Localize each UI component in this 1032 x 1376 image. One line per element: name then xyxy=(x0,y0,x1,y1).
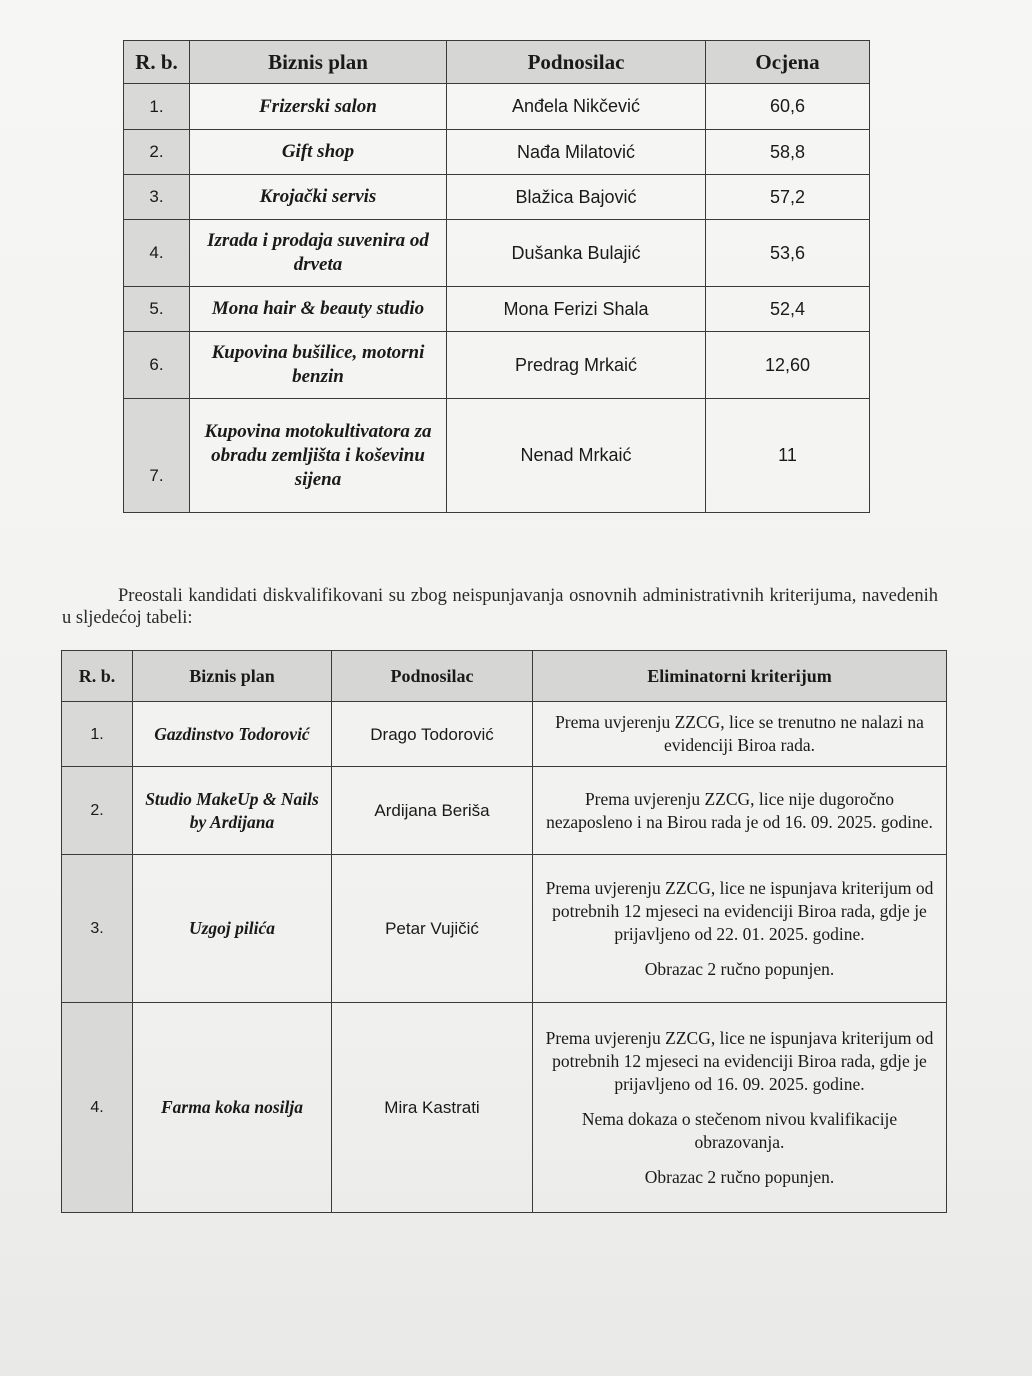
table-header-row xyxy=(124,41,870,84)
header-applicant: Podnosilac xyxy=(447,41,706,84)
table-row xyxy=(124,399,870,513)
disqualified-table xyxy=(61,650,947,1213)
row-number: 2. xyxy=(124,130,190,175)
table-row xyxy=(124,332,870,399)
table-row xyxy=(124,175,870,220)
row-number: 7. xyxy=(124,399,190,513)
header-rb: R. b. xyxy=(62,651,133,702)
score: 52,4 xyxy=(706,287,870,332)
criterion-text: Obrazac 2 ručno popunjen. xyxy=(644,958,835,979)
criterion-text: Prema uvjerenju ZZCG, lice se trenutno ne nalazi na evidenciji Biroa rada. xyxy=(555,712,924,755)
business-plan: Mona hair & beauty studio xyxy=(190,287,447,332)
row-number: 3. xyxy=(124,175,190,220)
row-number: 6. xyxy=(124,332,190,399)
score: 60,6 xyxy=(706,84,870,130)
applicant: Mira Kastrati xyxy=(332,1003,533,1213)
table-row xyxy=(62,702,947,767)
score: 11 xyxy=(706,399,870,513)
header-score: Ocjena xyxy=(706,41,870,84)
business-plan: Gift shop xyxy=(190,130,447,175)
table-row xyxy=(62,855,947,1003)
row-number: 5. xyxy=(124,287,190,332)
criterion-text: Nema dokaza o stečenom nivou kvalifikacije obrazovanja. xyxy=(581,1108,898,1152)
disqualification-paragraph: Preostali kandidati diskvalifikovani su zbog neispunjavanja osnovnih administrativnih kriterijuma, navedenih u sljedećoj tabeli: xyxy=(62,585,938,628)
criterion-text: Prema uvjerenju ZZCG, lice nije dugoročno nezaposleno i na Birou rada je od 16. 09. 2025. godine. xyxy=(546,788,933,832)
applicant: Petar Vujičić xyxy=(332,855,533,1003)
business-plan: Studio MakeUp & Nails by Ardijana xyxy=(133,767,332,855)
row-number: 1. xyxy=(124,84,190,130)
row-number: 4. xyxy=(62,1003,133,1213)
table-row xyxy=(124,130,870,175)
header-plan: Biznis plan xyxy=(190,41,447,84)
applicant: Drago Todorović xyxy=(332,702,533,767)
business-plan: Farma koka nosilja xyxy=(133,1003,332,1213)
score: 58,8 xyxy=(706,130,870,175)
applicant: Mona Ferizi Shala xyxy=(447,287,706,332)
header-rb: R. b. xyxy=(124,41,190,84)
eliminatory-criterion xyxy=(533,767,947,855)
header-plan: Biznis plan xyxy=(133,651,332,702)
applicant: Blažica Bajović xyxy=(447,175,706,220)
score: 57,2 xyxy=(706,175,870,220)
table-row xyxy=(124,84,870,130)
applicant: Ardijana Beriša xyxy=(332,767,533,855)
score: 12,60 xyxy=(706,332,870,399)
business-plan: Gazdinstvo Todorović xyxy=(133,702,332,767)
header-applicant: Podnosilac xyxy=(332,651,533,702)
business-plan: Kupovina motokultivatora za obradu zemljišta i koševinu sijena xyxy=(190,399,447,513)
business-plan: Uzgoj pilića xyxy=(133,855,332,1003)
row-number: 4. xyxy=(124,220,190,287)
applicant: Nađa Milatović xyxy=(447,130,706,175)
criterion-text: Prema uvjerenju ZZCG, lice ne ispunjava kriterijum od potrebnih 12 mjeseci na evidenciji Biroa rada, gdje je prijavljeno od 16. 09. 2025. godine. xyxy=(545,1027,934,1094)
business-plan: Izrada i prodaja suvenira od drveta xyxy=(190,220,447,287)
row-number: 1. xyxy=(62,702,133,767)
header-criterion: Eliminatorni kriterijum xyxy=(533,651,947,702)
row-number: 3. xyxy=(62,855,133,1003)
table-header-row xyxy=(62,651,947,702)
business-plan: Krojački servis xyxy=(190,175,447,220)
eliminatory-criterion xyxy=(533,1003,947,1213)
table-row xyxy=(124,287,870,332)
eliminatory-criterion xyxy=(533,855,947,1003)
eliminatory-criterion xyxy=(533,702,947,767)
applicant: Anđela Nikčević xyxy=(447,84,706,130)
business-plan: Kupovina bušilice, motorni benzin xyxy=(190,332,447,399)
ranking-table xyxy=(123,40,870,513)
score: 53,6 xyxy=(706,220,870,287)
applicant: Nenad Mrkaić xyxy=(447,399,706,513)
business-plan: Frizerski salon xyxy=(190,84,447,130)
criterion-text: Obrazac 2 ručno popunjen. xyxy=(644,1166,835,1187)
table-row xyxy=(62,767,947,855)
table-row xyxy=(62,1003,947,1213)
table-row xyxy=(124,220,870,287)
row-number: 2. xyxy=(62,767,133,855)
applicant: Dušanka Bulajić xyxy=(447,220,706,287)
applicant: Predrag Mrkaić xyxy=(447,332,706,399)
criterion-text: Prema uvjerenju ZZCG, lice ne ispunjava kriterijum od potrebnih 12 mjeseci na evidenciji Biroa rada, gdje je prijavljeno od 22. 01. 2025. godine. xyxy=(545,877,934,944)
